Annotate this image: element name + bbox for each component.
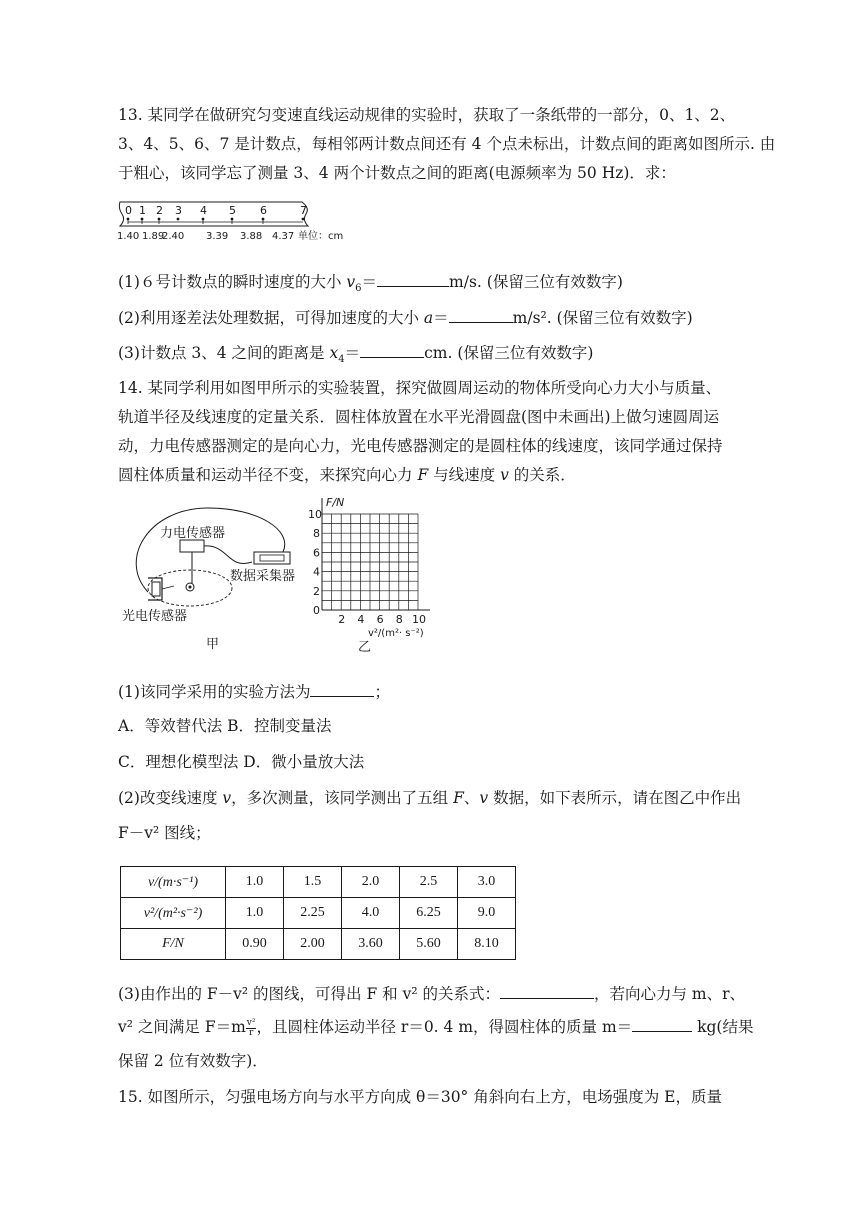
graph-xlabel: v²/(m²· s⁻²) bbox=[368, 628, 424, 639]
q14-part1-end: ； bbox=[374, 683, 390, 701]
graph-y-tick: 0 bbox=[313, 604, 320, 617]
q14-line4 bbox=[118, 465, 576, 485]
graph-y-tick: 4 bbox=[313, 565, 320, 579]
q14-line4-pre: 圆柱体质量和运动半径不变，来探究向心力 bbox=[118, 466, 418, 484]
table-row bbox=[121, 867, 516, 898]
q14-line4-F: F bbox=[417, 466, 429, 484]
table-cell: 1.0 bbox=[226, 898, 284, 929]
q13-part2 bbox=[118, 307, 693, 328]
q14-part3-pre: (3)由作出的 F－v² 的图线，可得出 F 和 v² 的关系式： bbox=[118, 985, 500, 1003]
table-cell: 2.0 bbox=[342, 867, 400, 898]
q14-part2-post: 数据，如下表所示，请在图乙中作出 bbox=[488, 789, 742, 807]
tape-point-label: 0 bbox=[125, 204, 132, 217]
graph-y-tick: 8 bbox=[313, 527, 320, 541]
graph-ylabel: F/N bbox=[326, 496, 345, 509]
q14-part2-line1 bbox=[118, 788, 741, 808]
graph-y-tick: 6 bbox=[313, 546, 320, 560]
q13-part3-post: cm. (保留三位有效数字) bbox=[424, 344, 594, 362]
q14-part3-line2-mid: ，且圆柱体运动半径 r＝0. 4 m，得圆柱体的质量 m＝ bbox=[256, 1018, 633, 1036]
table-cell: 1.5 bbox=[284, 867, 342, 898]
q13-line2: 3、4、5、6、7 是计数点，每相邻两计数点间还有 4 个点未标出，计数点间的距离如图所示. 由 bbox=[118, 135, 776, 153]
tape-distance-label: 4.37 bbox=[272, 231, 295, 242]
q14-part2-line2: F－v² 图线； bbox=[118, 824, 211, 842]
tape-point-label: 4 bbox=[200, 204, 207, 217]
tape-point-dot bbox=[141, 218, 144, 221]
tape-point-label: 2 bbox=[156, 204, 163, 217]
q13-part1-var: v bbox=[346, 273, 356, 291]
table-cell: 3.0 bbox=[458, 867, 516, 898]
q14-option-cd: C．理想化模型法 D．微小量放大法 bbox=[118, 753, 365, 771]
fraction-numerator: v² bbox=[246, 1017, 256, 1028]
q14-part3-line1 bbox=[118, 983, 745, 1004]
graph-x-tick: 4 bbox=[357, 613, 365, 626]
q14-part3-line2-pre: v² 之间满足 F＝m bbox=[118, 1018, 246, 1036]
tape-unit-label: 单位：cm bbox=[298, 231, 344, 242]
table-row bbox=[121, 929, 516, 960]
q13-part1 bbox=[118, 271, 623, 299]
q13-answer-blank-2[interactable] bbox=[449, 307, 513, 323]
table-cell: 5.60 bbox=[400, 929, 458, 960]
q14-line2: 轨道半径及线速度的定量关系．圆柱体放置在水平光滑圆盘(图中未画出)上做匀速圆周运 bbox=[118, 408, 720, 426]
tape-point-dot bbox=[202, 218, 205, 221]
tape-distance-label: 3.39 bbox=[206, 231, 229, 242]
q14-part3-line2-post: kg(结果 bbox=[692, 1018, 754, 1036]
q14-part3-line3: 保留 2 位有效数字)． bbox=[118, 1052, 268, 1070]
table-cell: 8.10 bbox=[458, 929, 516, 960]
tape-arrows bbox=[117, 220, 303, 242]
q13-part1-pre: (1)６号计数点的瞬时速度的大小 bbox=[118, 273, 347, 291]
table-row bbox=[121, 898, 516, 929]
q14-part2-sep: 、 bbox=[463, 789, 480, 807]
graph-caption: 乙 bbox=[358, 640, 372, 654]
q13-part2-eq: ＝ bbox=[433, 309, 449, 327]
q14-part1 bbox=[118, 681, 390, 702]
q13-part2-pre: (2)利用逐差法处理数据，可得加速度的大小 bbox=[118, 309, 424, 327]
apparatus-diagram bbox=[118, 500, 308, 660]
table-cell: 4.0 bbox=[342, 898, 400, 929]
table-row-label: v²/(m²·s⁻²) bbox=[121, 898, 226, 929]
q13-part2-post: m/s². (保留三位有效数字) bbox=[512, 309, 693, 327]
q14-answer-blank-2[interactable] bbox=[500, 983, 594, 999]
q13-answer-blank-1[interactable] bbox=[377, 271, 449, 287]
q14-line4-post: 的关系． bbox=[508, 466, 576, 484]
tape-point-label: 7 bbox=[300, 204, 307, 217]
q13-line3: 于粗心，该同学忘了测量 3、4 两个计数点之间的距离(电源频率为 50 Hz)．求： bbox=[118, 164, 676, 182]
q13-part3-eq: ＝ bbox=[344, 344, 361, 362]
q14-line4-v: v bbox=[500, 466, 509, 484]
table-cell: 0.90 bbox=[226, 929, 284, 960]
tape-point-dot bbox=[231, 218, 234, 221]
graph-y-tick: 2 bbox=[313, 584, 320, 598]
photo-sensor-label: 光电传感器 bbox=[122, 609, 188, 624]
q14-part3-line2 bbox=[118, 1016, 753, 1038]
tape-point-label: 6 bbox=[260, 204, 267, 217]
grid-lines bbox=[322, 498, 430, 610]
fraction-v2-over-r bbox=[246, 1019, 257, 1038]
tape-points bbox=[125, 204, 307, 220]
table-row-label: F/N bbox=[121, 929, 226, 960]
q13-line1: 13. 某同学在做研究匀变速直线运动规律的实验时，获取了一条纸带的一部分，0、1、2、 bbox=[118, 106, 736, 124]
q13-part3-var: x bbox=[329, 344, 339, 362]
tape-point-label: 5 bbox=[229, 204, 236, 217]
apparatus-caption: 甲 bbox=[206, 637, 220, 652]
table-cell: 6.25 bbox=[400, 898, 458, 929]
force-sensor-label: 力电传感器 bbox=[160, 526, 226, 541]
paper-tape-figure bbox=[112, 196, 352, 248]
q14-part3-post: ，若向心力与 m、r、 bbox=[593, 985, 746, 1003]
graph-y-tick: 10 bbox=[308, 508, 322, 521]
q14-answer-blank-3[interactable] bbox=[632, 1016, 692, 1032]
q14-part2-v2: v bbox=[479, 789, 489, 807]
graph-x-tick: 8 bbox=[395, 613, 403, 626]
table-row-label: v/(m·s⁻¹) bbox=[121, 867, 226, 898]
tape-distance-label: 2.40 bbox=[162, 231, 185, 242]
q13-part1-eq: ＝ bbox=[361, 273, 378, 291]
q14-line3: 动，力电传感器测定的是向心力，光电传感器测定的是圆柱体的线速度，该同学通过保持 bbox=[118, 437, 723, 455]
data-table bbox=[120, 866, 516, 960]
q14-part1-text: (1)该同学采用的实验方法为 bbox=[118, 683, 311, 701]
tape-distance-label: 3.88 bbox=[240, 231, 263, 242]
q13-part3-pre: (3)计数点 3、4 之间的距离是 bbox=[118, 344, 330, 362]
q13-part1-sub: 6 bbox=[355, 283, 362, 295]
tape-distance-label: 1.89 bbox=[142, 231, 165, 242]
fraction-denominator: r bbox=[248, 1027, 254, 1038]
q13-part1-post: m/s. (保留三位有效数字) bbox=[449, 273, 623, 291]
tape-point-dot bbox=[302, 218, 305, 221]
q14-part2-mid: ，多次测量，该同学测出了五组 bbox=[231, 789, 454, 807]
table-cell: 2.5 bbox=[400, 867, 458, 898]
graph-x-tick: 10 bbox=[412, 613, 426, 626]
q15-line1: 15. 如图所示，匀强电场方向与水平方向成 θ＝30° 角斜向右上方，电场强度为 E，质量 bbox=[118, 1088, 722, 1106]
q13-part3-sub: 4 bbox=[338, 354, 345, 366]
table-cell: 2.25 bbox=[284, 898, 342, 929]
q14-line1: 14. 某同学利用如图甲所示的实验装置，探究做圆周运动的物体所受向心力大小与质量、 bbox=[118, 379, 722, 397]
table-cell: 9.0 bbox=[458, 898, 516, 929]
q14-line4-mid: 与线速度 bbox=[428, 466, 501, 484]
q14-answer-blank-1[interactable] bbox=[310, 681, 374, 697]
q14-part2-pre: (2)改变线速度 bbox=[118, 789, 223, 807]
tape-point-dot bbox=[158, 218, 161, 221]
tape-point-dot bbox=[262, 218, 265, 221]
q14-part2-F: F bbox=[453, 789, 464, 807]
q14-part2-v: v bbox=[222, 789, 232, 807]
q13-part3 bbox=[118, 342, 593, 370]
q13-answer-blank-3[interactable] bbox=[360, 342, 424, 358]
graph-x-tick: 2 bbox=[338, 613, 346, 626]
tape-distance-label: 1.40 bbox=[117, 231, 140, 242]
tape-point-dot bbox=[177, 218, 180, 221]
table-cell: 3.60 bbox=[342, 929, 400, 960]
tape-point-dot bbox=[127, 218, 130, 221]
table-cell: 1.0 bbox=[226, 867, 284, 898]
tape-point-label: 1 bbox=[139, 204, 146, 217]
graph-grid bbox=[300, 494, 450, 654]
q14-option-ab: A．等效替代法 B．控制变量法 bbox=[118, 717, 332, 735]
tape-point-label: 3 bbox=[175, 204, 182, 217]
table-cell: 2.00 bbox=[284, 929, 342, 960]
q13-part2-var: a bbox=[423, 309, 434, 327]
data-collector-label: 数据采集器 bbox=[230, 569, 296, 584]
graph-x-tick: 6 bbox=[376, 613, 384, 626]
